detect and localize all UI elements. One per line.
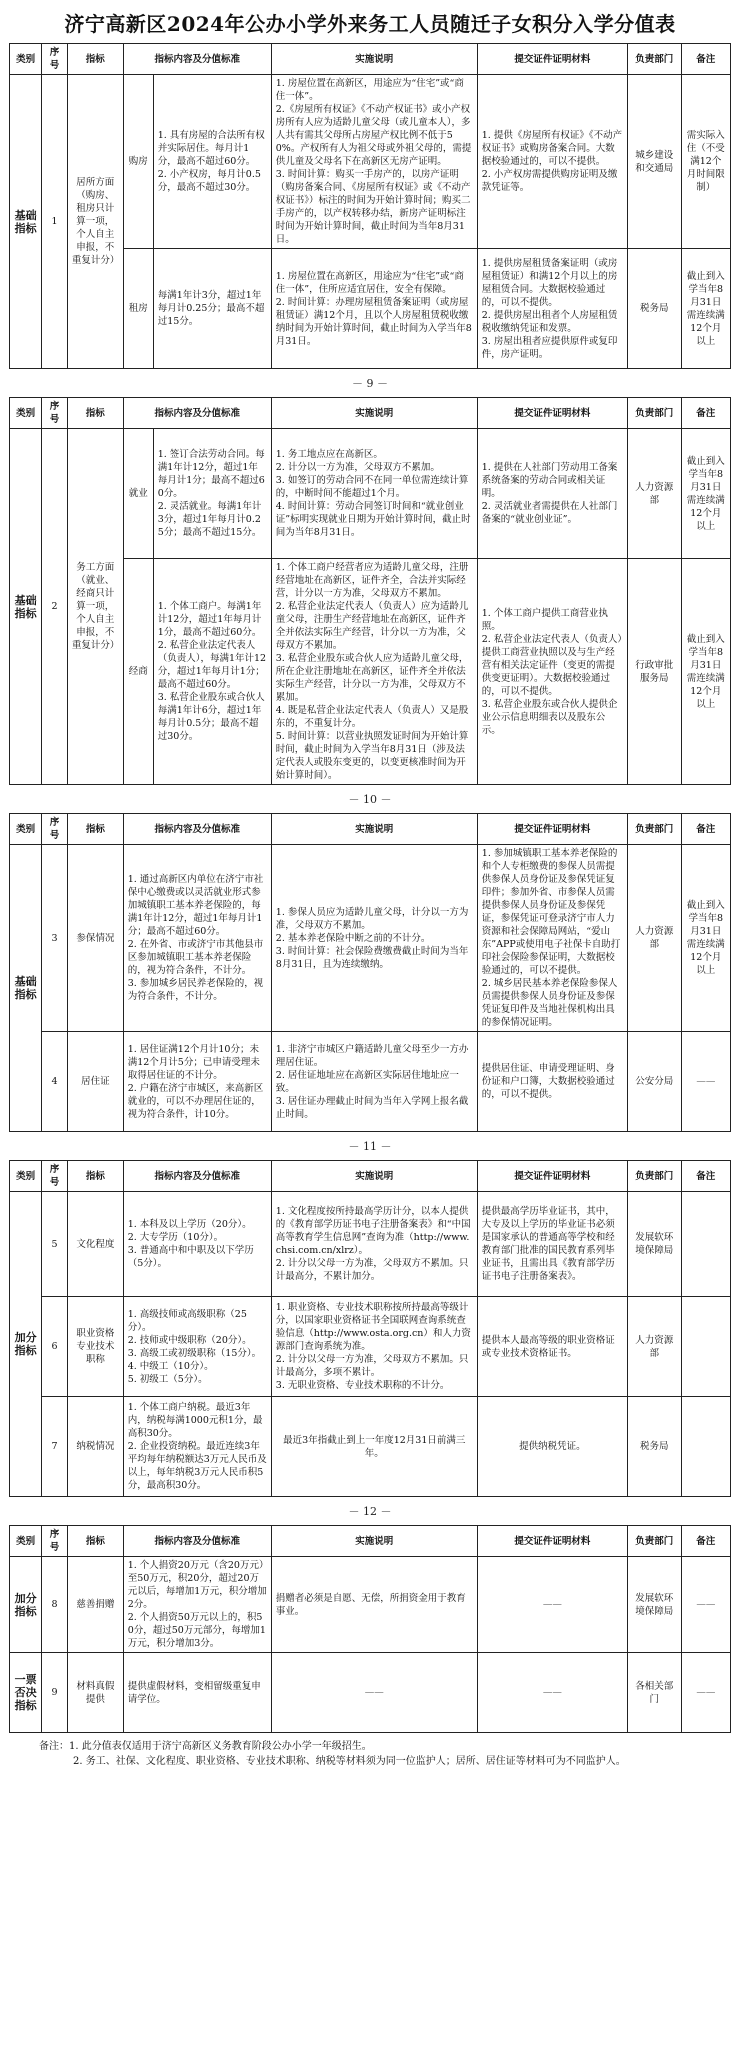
header-content: 指标内容及分值标准 — [123, 814, 271, 845]
page-number: － 9 － — [352, 377, 388, 390]
explain-cell: 1. 非济宁市城区户籍适龄儿童父母至少一方办理居住证。 2. 居住证地址应在高新区实际居住地址应一致。 3. 居住证办理截止时间为当年入学网上报名截止时间。 — [271, 1032, 477, 1132]
dept-cell: 人力资源部 — [627, 429, 681, 559]
content-cell: 1. 具有房屋的合法所有权并实际居住。每月计1分，最高不超过60分。 2. 小产权房，每月计0.5分，最高不超过30分。 — [153, 75, 271, 249]
indicator-cell: 务工方面（就业、经商只计算一项，个人自主申报，不重复计分） — [67, 429, 123, 785]
content-cell: 1. 个体工商户。每满1年计12分，超过1年每月计1分，最高不超过60分。 2. 私营企业法定代表人（负责人），每满1年计12分，超过1年每月计1分；最高不超过60分。 3. 私营企业股东或合伙人每满1年计6分，超过1年每月计0.5分；最高不超过30分。 — [153, 559, 271, 785]
header-explain: 实施说明 — [271, 44, 477, 75]
header-dept: 负责部门 — [627, 1161, 681, 1192]
note-cell — [681, 1397, 730, 1497]
note-cell: —— — [681, 1557, 730, 1653]
page-number: － 12 － — [348, 1505, 392, 1518]
dept-cell: 发展软环境保障局 — [627, 1192, 681, 1297]
note-cell: —— — [681, 1653, 730, 1733]
footnote-1: 备注：1. 此分值表仅适用于济宁高新区义务教育阶段公办小学一年级招生。 — [39, 1741, 372, 1752]
header-category: 类别 — [10, 1526, 42, 1557]
note-cell — [681, 1192, 730, 1297]
dept-cell: 税务局 — [627, 1397, 681, 1497]
indicator-cell: 居所方面（购房、租房只计算一项，个人自主申报，不重复计分） — [67, 75, 123, 369]
note-cell — [681, 1297, 730, 1397]
indicator-cell: 慈善捐赠 — [67, 1557, 123, 1653]
explain-cell: 1. 文化程度按所持最高学历计分，以本人提供的《教育部学历证书电子注册备案表》和“中国高等教育学生信息网”查询为准（http://www.chsi.com.cn/xlrz）。 2. 计分以父母一方为准，父母双方不累加。只计最高分，不累计加分。 — [271, 1192, 477, 1297]
row-number: 8 — [42, 1557, 68, 1653]
table-row — [10, 1397, 731, 1497]
explain-cell: 1. 房屋位置在高新区，用途应为“住宅”或“商住一体”。 2.《房屋所有权证》《不动产权证书》或小产权房所有人应为适龄儿童父母（或儿童本人），多人共有需其父母所占房屋产权比例不低于50%。产权所有人为祖父母或外祖父母的，需提供儿童及父母名下在高新区无房产证明。 3. 时间计算：购买一手房产的，以房产证明（购房备案合同、《房屋所有权证》或《不动产权证书》）标注的时间为开始计算时间；购买二手房产的，以产权转移办结，新房产证明标注时间为开始计算时间，截止时间为当年8月31日。 — [271, 75, 477, 249]
header-dept: 负责部门 — [627, 44, 681, 75]
sub-indicator: 就业 — [123, 429, 153, 559]
header-materials: 提交证件证明材料 — [477, 1526, 627, 1557]
content-cell: 每满1年计3分，超过1年每月计0.25分；最高不超过15分。 — [153, 249, 271, 369]
dept-cell: 行政审批服务局 — [627, 559, 681, 785]
header-materials: 提交证件证明材料 — [477, 1161, 627, 1192]
table-header-row — [10, 44, 731, 75]
header-materials: 提交证件证明材料 — [477, 398, 627, 429]
header-no: 序号 — [42, 44, 68, 75]
table-header-row — [10, 1161, 731, 1192]
header-content: 指标内容及分值标准 — [123, 1526, 271, 1557]
header-indicator: 指标 — [67, 814, 123, 845]
header-content: 指标内容及分值标准 — [123, 44, 271, 75]
header-dept: 负责部门 — [627, 1526, 681, 1557]
score-table-part-3 — [9, 813, 731, 1132]
indicator-cell: 文化程度 — [67, 1192, 123, 1297]
page-number: － 10 － — [348, 793, 392, 806]
category-cell: 基础指标 — [10, 75, 42, 369]
note-cell: 截止到入学当年8月31日需连续满12个月以上 — [681, 249, 730, 369]
footnotes — [39, 1739, 711, 1769]
dept-cell: 公安分局 — [627, 1032, 681, 1132]
table-row — [10, 429, 731, 559]
materials-cell: 提供纳税凭证。 — [477, 1397, 627, 1497]
dept-cell: 人力资源部 — [627, 845, 681, 1032]
header-dept: 负责部门 — [627, 398, 681, 429]
indicator-cell: 材料真假提供 — [67, 1653, 123, 1733]
score-table-part-2 — [9, 397, 731, 785]
note-cell: —— — [681, 1032, 730, 1132]
row-number: 9 — [42, 1653, 68, 1733]
indicator-cell: 纳税情况 — [67, 1397, 123, 1497]
page-title: 济宁高新区2024年公办小学外来务工人员随迁子女积分入学分值表 — [64, 12, 676, 36]
explain-cell: 1. 个体工商户经营者应为适龄儿童父母，注册经营地址在高新区，证件齐全，合法并实际经营，计分以一方为准，父母双方不累加。 2. 私营企业法定代表人（负责人）应为适龄儿童父母，注册生产经营地址在高新区，证件齐全并依法实际生产经营，计分以一方为准，父母双方不累加。 3. 私营企业股东或合伙人应为适龄儿童父母，所在企业注册地址在高新区，证件齐全并依法实际生产经营，计分以一方为准，父母双方不累加。 4. 既是私营企业法定代表人（负责人）又是股东的，不重复计分。 5. 时间计算：以营业执照发证时间为开始计算时间，截止时间为入学当年8月31日（涉及法定代表人或股东变更的，以变更核准时间为开始计算时间）。 — [271, 559, 477, 785]
header-note: 备注 — [681, 1161, 730, 1192]
header-indicator: 指标 — [67, 398, 123, 429]
explain-cell: 最近3年指截止到上一年度12月31日前满三年。 — [271, 1397, 477, 1497]
content-cell: 1. 高级技师或高级职称（25分）。 2. 技师或中级职称（20分）。 3. 高级工或初级职称（15分）。 4. 中级工（10分）。 5. 初级工（5分）。 — [123, 1297, 271, 1397]
category-cell: 加分指标 — [10, 1557, 42, 1653]
header-no: 序号 — [42, 398, 68, 429]
header-explain: 实施说明 — [271, 398, 477, 429]
table-row — [10, 1297, 731, 1397]
dept-cell: 发展软环境保障局 — [627, 1557, 681, 1653]
header-content: 指标内容及分值标准 — [123, 1161, 271, 1192]
footnote-2: 2. 务工、社保、文化程度、职业资格、专业技术职称、纳税等材料须为同一位监护人；居所、居住证等材料可为不同监护人。 — [73, 1756, 626, 1767]
score-table-part-4 — [9, 1160, 731, 1497]
materials-cell: 1. 参加城镇职工基本养老保险的和个人专柜缴费的参保人员需提供参保人员身份证及参保凭证复印件；参加外省、市参保人员需提供参保人员身份证及参保凭证，参保凭证可登录济宁市人力资源和社会保障局网站，“爱山东”APP或使用电子社保卡自助打印社会保险参保证明，大数据校验通过的，可以不提供。 2. 城乡居民基本养老保险参保人员需提供参保人员身份证及参保凭证复印件及当地社保机构出具的参保情况证明。 — [477, 845, 627, 1032]
note-cell: 截止到入学当年8月31日需连续满12个月以上 — [681, 845, 730, 1032]
table-row — [10, 845, 731, 1032]
table-row — [10, 1557, 731, 1653]
header-explain: 实施说明 — [271, 1161, 477, 1192]
header-indicator: 指标 — [67, 1526, 123, 1557]
materials-cell: 提供最高学历毕业证书，其中，大专及以上学历的毕业证书必须是国家承认的普通高等学校和经教育部门批准的国民教育系列毕业证书，且需出具《教育部学历证书电子注册备案表》。 — [477, 1192, 627, 1297]
content-cell: 提供虚假材料，变相留级重复申请学位。 — [123, 1653, 271, 1733]
header-no: 序号 — [42, 1161, 68, 1192]
header-explain: 实施说明 — [271, 814, 477, 845]
page-number: － 11 － — [348, 1140, 392, 1153]
sub-indicator: 购房 — [123, 75, 153, 249]
row-number: 6 — [42, 1297, 68, 1397]
materials-cell: 1. 提供房屋租赁备案证明（或房屋租赁证）和满12个月以上的房屋租赁合同。大数据校验通过的，可以不提供。 2. 提供房屋出租者个人房屋租赁税收缴纳凭证和发票。 3. 房屋出租者应提供原件或复印件，房产证明。 — [477, 249, 627, 369]
content-cell: 1. 本科及以上学历（20分）。 2. 大专学历（10分）。 3. 普通高中和中职及以下学历（5分）。 — [123, 1192, 271, 1297]
header-note: 备注 — [681, 814, 730, 845]
table-header-row — [10, 398, 731, 429]
materials-cell: —— — [477, 1557, 627, 1653]
header-category: 类别 — [10, 44, 42, 75]
header-content: 指标内容及分值标准 — [123, 398, 271, 429]
table-header-row — [10, 1526, 731, 1557]
header-materials: 提交证件证明材料 — [477, 814, 627, 845]
content-cell: 1. 通过高新区内单位在济宁市社保中心缴费或以灵活就业形式参加城镇职工基本养老保险的，每满1年计12分，超过1年每月计1分；最高不超过60分。 2. 在外省、市或济宁市其他县市区参加城镇职工基本养老保险的，视为符合条件，不计分。 3. 参加城乡居民养老保险的，视为符合条件，不计分。 — [123, 845, 271, 1032]
note-cell: 截止到入学当年8月31日需连续满12个月以上 — [681, 559, 730, 785]
explain-cell: 1. 职业资格、专业技术职称按所持最高等级计分，以国家职业资格证书全国联网查询系统查验信息（http://www.osta.org.cn）和人力资源部门查询系统为准。 2. 计分以父母一方为准，父母双方不累加。只计最高分，多项不累计。 3. 无职业资格、专业技术职称的不计分。 — [271, 1297, 477, 1397]
content-cell: 1. 居住证满12个月计10分；未满12个月计5分；已申请受理未取得居住证的不计分。 2. 户籍在济宁市城区，来高新区就业的，可以不办理居住证的，视为符合条件，计10分。 — [123, 1032, 271, 1132]
row-number: 7 — [42, 1397, 68, 1497]
row-number: 5 — [42, 1192, 68, 1297]
table-row — [10, 75, 731, 249]
header-indicator: 指标 — [67, 1161, 123, 1192]
explain-cell: 1. 房屋位置在高新区，用途应为“住宅”或“商住一体”，住所应适宜居住，安全有保障。 2. 时间计算：办理房屋租赁备案证明（或房屋租赁证）满12个月，且以个人房屋租赁税收缴纳时间为开始计算时间，截止时间为入学当年8月31日。 — [271, 249, 477, 369]
content-cell: 1. 签订合法劳动合同。每满1年计12分，超过1年每月计1分；最高不超过60分。 2. 灵活就业。每满1年计3分，超过1年每月计0.25分；最高不超过15分。 — [153, 429, 271, 559]
materials-cell: 1. 提供在人社部门劳动用工备案系统备案的劳动合同或相关证明。 2. 灵活就业者需提供在人社部门备案的“就业创业证”。 — [477, 429, 627, 559]
note-cell: 需实际入住（不受满12个月时间限制） — [681, 75, 730, 249]
explain-cell: 1. 参保人员应为适龄儿童父母，计分以一方为准，父母双方不累加。 2. 基本养老保险中断之前的不计分。 3. 时间计算：社会保险费缴费截止时间为当年8月31日，且为连续缴纳。 — [271, 845, 477, 1032]
materials-cell: 1. 提供《房屋所有权证》《不动产权证书》或购房备案合同。大数据校验通过的，可以不提供。 2. 小产权房需提供购房证明及缴款凭证等。 — [477, 75, 627, 249]
row-number: 2 — [42, 429, 68, 785]
row-number: 3 — [42, 845, 68, 1032]
row-number: 4 — [42, 1032, 68, 1132]
header-category: 类别 — [10, 398, 42, 429]
header-materials: 提交证件证明材料 — [477, 44, 627, 75]
content-cell: 1. 个体工商户纳税。最近3年内，纳税每满1000元积1分，最高积30分。 2. 企业投资纳税。最近连续3年平均每年纳税额达3万元人民币及以上，每年纳税3万元人民币积5分，最高积30分。 — [123, 1397, 271, 1497]
score-table-part-1 — [9, 43, 731, 369]
header-note: 备注 — [681, 44, 730, 75]
indicator-cell: 居住证 — [67, 1032, 123, 1132]
table-row — [10, 1653, 731, 1733]
header-dept: 负责部门 — [627, 814, 681, 845]
materials-cell: 1. 个体工商户提供工商营业执照。 2. 私营企业法定代表人（负责人）提供工商营业执照以及与生产经营有相关法定证件（变更的需提供变更证明）。大数据校验通过的，可以不提供。 3. 私营企业股东或合伙人提供企业公示信息明细表以及股东公示。 — [477, 559, 627, 785]
explain-cell: 1. 务工地点应在高新区。 2. 计分以一方为准，父母双方不累加。 3. 如签订的劳动合同不在同一单位需连续计算的，中断时间不能超过1个月。 4. 时间计算：劳动合同签订时间和“就业创业证”标明实现就业日期为开始计算时间，截止时间为当年8月31日。 — [271, 429, 477, 559]
sub-indicator: 租房 — [123, 249, 153, 369]
sub-indicator: 经商 — [123, 559, 153, 785]
row-number: 1 — [42, 75, 68, 369]
header-no: 序号 — [42, 1526, 68, 1557]
header-category: 类别 — [10, 814, 42, 845]
table-header-row — [10, 814, 731, 845]
indicator-cell: 职业资格专业技术职称 — [67, 1297, 123, 1397]
materials-cell: 提供居住证、申请受理证明、身份证和户口簿，大数据校验通过的，可以不提供。 — [477, 1032, 627, 1132]
header-category: 类别 — [10, 1161, 42, 1192]
table-row — [10, 1192, 731, 1297]
category-cell: 一票否决指标 — [10, 1653, 42, 1733]
category-cell: 基础指标 — [10, 429, 42, 785]
materials-cell: —— — [477, 1653, 627, 1733]
materials-cell: 提供本人最高等级的职业资格证或专业技术资格证书。 — [477, 1297, 627, 1397]
header-note: 备注 — [681, 398, 730, 429]
note-cell: 截止到入学当年8月31日需连续满12个月以上 — [681, 429, 730, 559]
category-cell: 基础指标 — [10, 845, 42, 1132]
dept-cell: 城乡建设和交通局 — [627, 75, 681, 249]
score-table-part-5 — [9, 1525, 731, 1733]
category-cell: 加分指标 — [10, 1192, 42, 1497]
indicator-cell: 参保情况 — [67, 845, 123, 1032]
explain-cell: 捐赠者必须是自愿、无偿，所捐资金用于教育事业。 — [271, 1557, 477, 1653]
header-indicator: 指标 — [67, 44, 123, 75]
explain-cell: —— — [271, 1653, 477, 1733]
dept-cell: 税务局 — [627, 249, 681, 369]
dept-cell: 人力资源部 — [627, 1297, 681, 1397]
header-note: 备注 — [681, 1526, 730, 1557]
content-cell: 1. 个人捐资20万元（含20万元）至50万元，积20分，超过20万元以后，每增加1万元，积分增加2分。 2. 个人捐资50万元以上的，积50分，超过50万元部分，每增加1万元，积分增加3分。 — [123, 1557, 271, 1653]
table-row — [10, 1032, 731, 1132]
dept-cell: 各相关部门 — [627, 1653, 681, 1733]
header-no: 序号 — [42, 814, 68, 845]
header-explain: 实施说明 — [271, 1526, 477, 1557]
